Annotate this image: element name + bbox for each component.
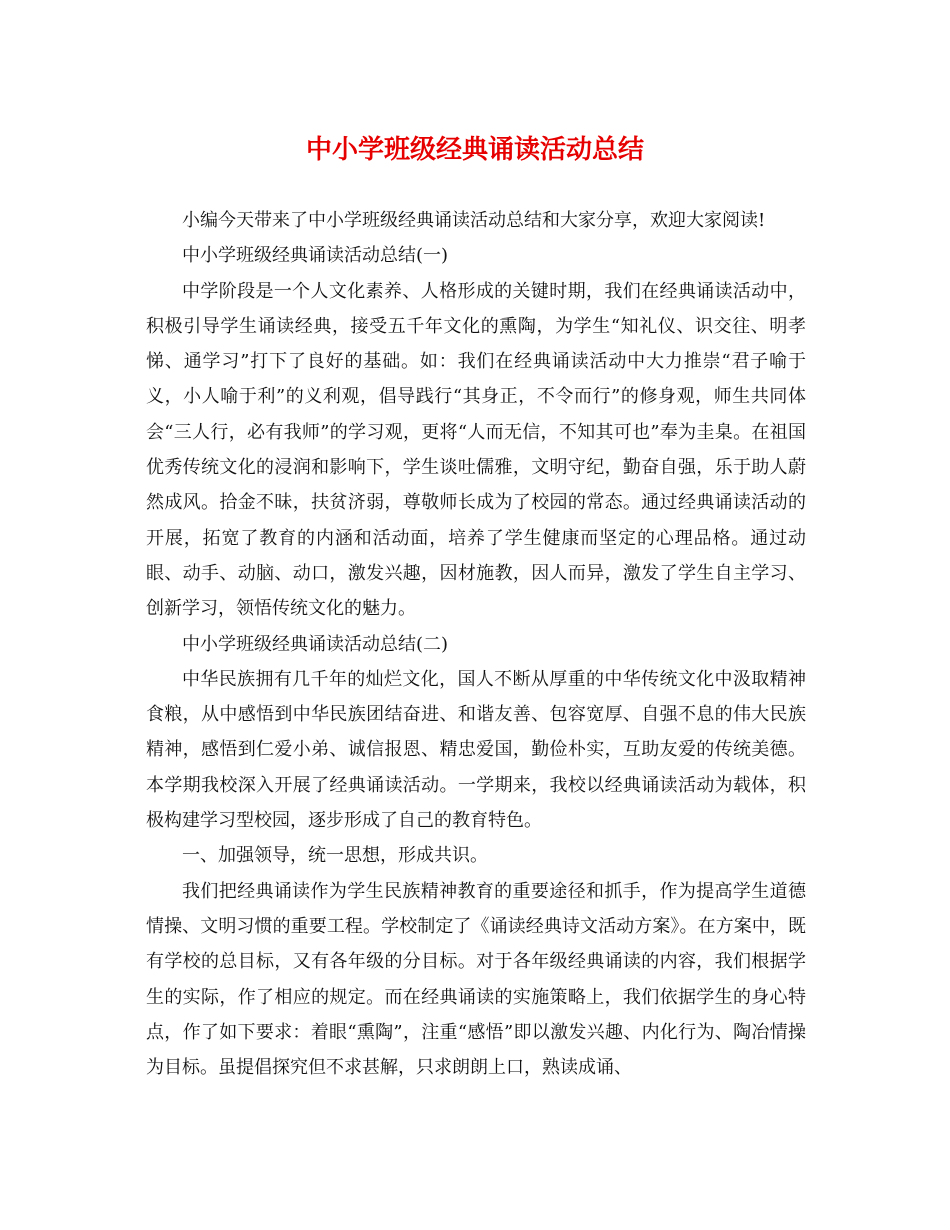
body-paragraph: 中学阶段是一个人文化素养、人格形成的关键时期，我们在经典诵读活动中，积极引导学生诵读经典，接受五千年文化的熏陶，为学生“知礼仪、识交往、明孝悌、通学习”打下了良好的基础。如：我们在经典诵读活动中大力推崇“君子喻于义，小人喻于利”的义利观，倡导践行“其身正，不令而行”的修身观，师生共同体会“三人行，必有我师”的学习观，更将“人而无信，不知其可也”奉为圭臬。在祖国优秀传统文化的浸润和影响下，学生谈吐儒雅，文明守纪，勤奋自强，乐于助人蔚然成风。拾金不昧，扶贫济弱，尊敬师长成为了校园的常态。通过经典诵读活动的开展，拓宽了教育的内涵和活动面，培养了学生健康而坚定的心理品格。通过动眼、动手、动脑、动口，激发兴趣，因材施教，因人而异，激发了学生自主学习、创新学习，领悟传统文化的魅力。: [146, 280, 806, 620]
subsection-heading: 一、加强领导，统一思想，形成共识。: [182, 845, 488, 867]
document-body: [146, 203, 806, 1085]
body-paragraph: 中华民族拥有几千年的灿烂文化，国人不断从厚重的中华传统文化中汲取精神食粮，从中感悟到中华民族团结奋进、和谐友善、包容宽厚、自强不息的伟大民族精神，感悟到仁爱小弟、诚信报恩、精忠爱国，勤俭朴实，互助友爱的传统美德。本学期我校深入开展了经典诵读活动。一学期来，我校以经典诵读活动为载体，积极构建学习型校园，逐步形成了自己的教育特色。: [146, 668, 806, 832]
section-heading-two: 中小学班级经典诵读活动总结(二): [182, 633, 449, 655]
body-paragraph: 我们把经典诵读作为学生民族精神教育的重要途径和抓手，作为提高学生道德情操、文明习惯的重要工程。学校制定了《诵读经典诗文活动方案》。在方案中，既有学校的总目标，又有各年级的分目标。对于各年级经典诵读的内容，我们根据学生的实际，作了相应的规定。而在经典诵读的实施策略上，我们依据学生的身心特点，作了如下要求：着眼“熏陶”，注重“感悟”即以激发兴趣、内化行为、陶冶情操为目标。虽提倡探究但不求甚解，只求朗朗上口，熟读成诵、: [146, 880, 806, 1079]
document-title: 中小学班级经典诵读活动总结: [305, 135, 644, 165]
section-heading-one: 中小学班级经典诵读活动总结(一): [182, 245, 449, 267]
intro-paragraph: 小编今天带来了中小学班级经典诵读活动总结和大家分享，欢迎大家阅读!: [182, 210, 766, 231]
